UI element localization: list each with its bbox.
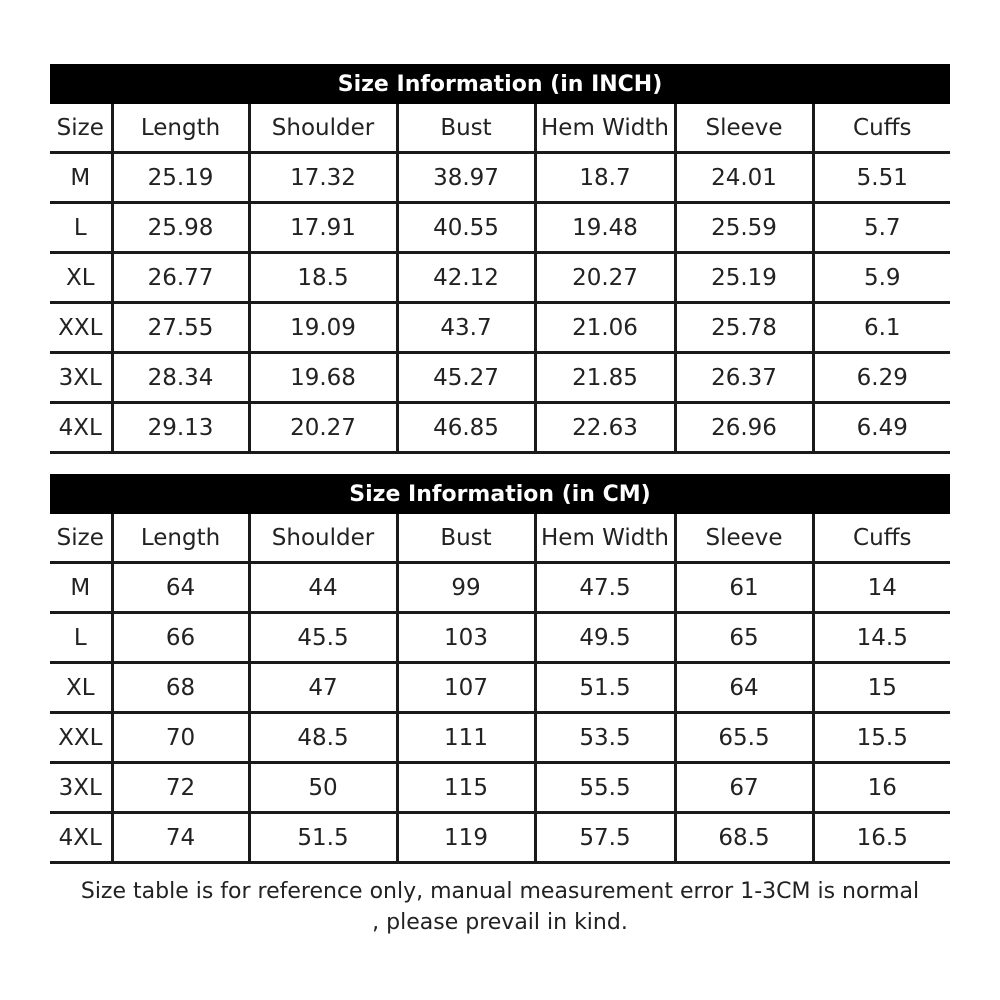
measurement-cell: 68.5 [675, 813, 813, 863]
column-header: Cuffs [813, 104, 950, 153]
measurement-cell: 16 [813, 763, 950, 813]
measurement-cell: 22.63 [535, 403, 675, 453]
measurement-cell: 5.9 [813, 253, 950, 303]
measurement-cell: 66 [112, 613, 249, 663]
column-header: Bust [397, 514, 535, 563]
size-label-cell: 4XL [50, 403, 112, 453]
table-row [50, 153, 950, 203]
measurement-cell: 72 [112, 763, 249, 813]
measurement-cell: 45.5 [249, 613, 397, 663]
table-row [50, 203, 950, 253]
column-header: Size [50, 104, 112, 153]
column-header: Size [50, 514, 112, 563]
size-label-cell: XXL [50, 713, 112, 763]
table-row [50, 353, 950, 403]
size-label-cell: XXL [50, 303, 112, 353]
measurement-cell: 45.27 [397, 353, 535, 403]
measurement-cell: 67 [675, 763, 813, 813]
measurement-cell: 20.27 [535, 253, 675, 303]
measurement-cell: 61 [675, 563, 813, 613]
measurement-cell: 18.7 [535, 153, 675, 203]
table-row [50, 403, 950, 453]
measurement-cell: 65.5 [675, 713, 813, 763]
size-table-cm [50, 474, 950, 864]
table-title: Size Information (in CM) [50, 474, 950, 514]
measurement-cell: 21.06 [535, 303, 675, 353]
measurement-cell: 64 [675, 663, 813, 713]
size-table-inch [50, 64, 950, 454]
size-label-cell: XL [50, 253, 112, 303]
size-disclaimer-note [40, 876, 960, 938]
measurement-cell: 70 [112, 713, 249, 763]
size-label-cell: XL [50, 663, 112, 713]
measurement-cell: 17.91 [249, 203, 397, 253]
table-title-bar [50, 64, 950, 104]
measurement-cell: 44 [249, 563, 397, 613]
disclaimer-line-1: Size table is for reference only, manual measurement error 1-3CM is normal [80, 879, 920, 904]
measurement-cell: 65 [675, 613, 813, 663]
measurement-cell: 68 [112, 663, 249, 713]
measurement-cell: 115 [397, 763, 535, 813]
column-header: Bust [397, 104, 535, 153]
measurement-cell: 57.5 [535, 813, 675, 863]
measurement-cell: 6.29 [813, 353, 950, 403]
table-title: Size Information (in INCH) [50, 64, 950, 104]
table-row [50, 613, 950, 663]
table-row [50, 763, 950, 813]
measurement-cell: 55.5 [535, 763, 675, 813]
measurement-cell: 26.96 [675, 403, 813, 453]
size-label-cell: M [50, 153, 112, 203]
measurement-cell: 6.1 [813, 303, 950, 353]
measurement-cell: 50 [249, 763, 397, 813]
measurement-cell: 19.48 [535, 203, 675, 253]
measurement-cell: 21.85 [535, 353, 675, 403]
measurement-cell: 18.5 [249, 253, 397, 303]
column-header: Hem Width [535, 514, 675, 563]
table-row [50, 563, 950, 613]
column-header: Shoulder [249, 104, 397, 153]
column-header: Sleeve [675, 104, 813, 153]
size-label-cell: 3XL [50, 763, 112, 813]
measurement-cell: 47 [249, 663, 397, 713]
measurement-cell: 111 [397, 713, 535, 763]
size-label-cell: 4XL [50, 813, 112, 863]
measurement-cell: 25.78 [675, 303, 813, 353]
measurement-cell: 20.27 [249, 403, 397, 453]
column-header: Sleeve [675, 514, 813, 563]
measurement-cell: 51.5 [535, 663, 675, 713]
table-row [50, 663, 950, 713]
measurement-cell: 40.55 [397, 203, 535, 253]
measurement-cell: 107 [397, 663, 535, 713]
measurement-cell: 14.5 [813, 613, 950, 663]
measurement-cell: 25.98 [112, 203, 249, 253]
measurement-cell: 14 [813, 563, 950, 613]
table-row [50, 303, 950, 353]
measurement-cell: 53.5 [535, 713, 675, 763]
measurement-cell: 27.55 [112, 303, 249, 353]
table-title-bar [50, 474, 950, 514]
measurement-cell: 28.34 [112, 353, 249, 403]
size-label-cell: M [50, 563, 112, 613]
measurement-cell: 19.09 [249, 303, 397, 353]
column-header: Length [112, 104, 249, 153]
size-label-cell: L [50, 203, 112, 253]
measurement-cell: 49.5 [535, 613, 675, 663]
measurement-cell: 24.01 [675, 153, 813, 203]
measurement-cell: 26.37 [675, 353, 813, 403]
measurement-cell: 19.68 [249, 353, 397, 403]
measurement-cell: 51.5 [249, 813, 397, 863]
column-header: Shoulder [249, 514, 397, 563]
table-row [50, 253, 950, 303]
column-header: Cuffs [813, 514, 950, 563]
measurement-cell: 6.49 [813, 403, 950, 453]
measurement-cell: 16.5 [813, 813, 950, 863]
measurement-cell: 119 [397, 813, 535, 863]
table-header-row [50, 514, 950, 563]
measurement-cell: 15 [813, 663, 950, 713]
column-header: Hem Width [535, 104, 675, 153]
table-row [50, 813, 950, 863]
measurement-cell: 5.7 [813, 203, 950, 253]
measurement-cell: 42.12 [397, 253, 535, 303]
measurement-cell: 103 [397, 613, 535, 663]
measurement-cell: 47.5 [535, 563, 675, 613]
measurement-cell: 43.7 [397, 303, 535, 353]
column-header: Length [112, 514, 249, 563]
measurement-cell: 74 [112, 813, 249, 863]
measurement-cell: 26.77 [112, 253, 249, 303]
measurement-cell: 25.59 [675, 203, 813, 253]
table-header-row [50, 104, 950, 153]
measurement-cell: 64 [112, 563, 249, 613]
size-label-cell: L [50, 613, 112, 663]
measurement-cell: 99 [397, 563, 535, 613]
measurement-cell: 5.51 [813, 153, 950, 203]
measurement-cell: 15.5 [813, 713, 950, 763]
measurement-cell: 17.32 [249, 153, 397, 203]
measurement-cell: 29.13 [112, 403, 249, 453]
table-row [50, 713, 950, 763]
size-label-cell: 3XL [50, 353, 112, 403]
disclaimer-line-2: , please prevail in kind. [372, 910, 628, 935]
measurement-cell: 25.19 [112, 153, 249, 203]
measurement-cell: 46.85 [397, 403, 535, 453]
measurement-cell: 48.5 [249, 713, 397, 763]
measurement-cell: 38.97 [397, 153, 535, 203]
measurement-cell: 25.19 [675, 253, 813, 303]
